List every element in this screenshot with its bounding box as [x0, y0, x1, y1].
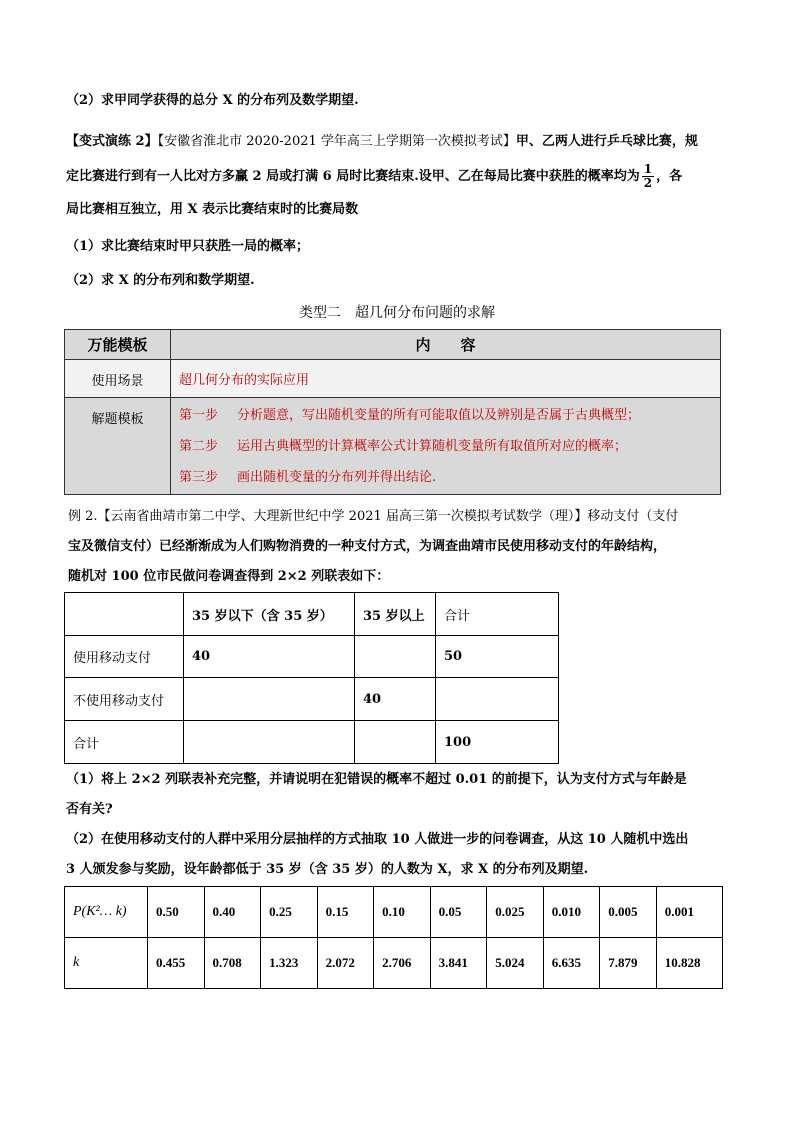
- steps-content: [171, 398, 721, 495]
- probability-value-cell: 0.005: [600, 887, 657, 938]
- variant-text-2b: ，各: [656, 169, 683, 184]
- question-1-line-1: （1）将上 2×2 列联表补充完整，并请说明在犯错误的概率不超过 0.01 的前提下，认为支付方式与年龄是: [66, 772, 687, 787]
- fraction-denominator: 2: [643, 176, 653, 190]
- probability-value-cell: 0.025: [487, 887, 544, 938]
- table-header-cell: 35 岁以下（含 35 岁）: [184, 593, 355, 636]
- k-value-cell: 7.879: [600, 938, 657, 989]
- template-header-content: 内 容: [171, 330, 721, 360]
- example-line-2: 宝及微信支付）已经渐渐成为人们购物消费的一种支付方式，为调查曲靖市民使用移动支付的年龄结构，: [68, 539, 667, 554]
- table-header-cell: [65, 593, 184, 636]
- question-2-line-2: 3 人颁发参与奖励，设年龄都低于 35 岁（含 35 岁）的人数为 X，求 X 的分布列及期望.: [66, 862, 589, 877]
- k-value-cell: 0.708: [204, 938, 261, 989]
- k-label: k: [65, 938, 148, 989]
- table-row: [65, 636, 559, 678]
- k-value-cell: 0.455: [148, 938, 205, 989]
- probability-value-cell: 0.15: [317, 887, 374, 938]
- table-cell: [436, 678, 559, 721]
- example-line-3: 随机对 100 位市民做问卷调查得到 2×2 列联表如下：: [68, 569, 390, 584]
- probability-value-cell: 0.001: [656, 887, 722, 938]
- probability-value-cell: 0.50: [148, 887, 205, 938]
- variant-text-2: 定比赛进行到有一人比对方多赢 2 局或打满 6 局时比赛结束.设甲、乙在每局比赛中获胜的概率均为: [66, 169, 640, 184]
- k-value-cell: 2.706: [374, 938, 431, 989]
- probability-value-cell: 0.05: [430, 887, 487, 938]
- table-row: [65, 721, 559, 764]
- k-value-cell: 10.828: [656, 938, 722, 989]
- row-label-usage: 使用场景: [65, 360, 171, 398]
- fraction-one-half: [642, 163, 654, 190]
- section-title: 类型二 超几何分布问题的求解: [299, 305, 495, 321]
- step-3: 第三步 画出随机变量的分布列并得出结论.: [179, 469, 437, 485]
- probability-label: P(K²… k): [65, 887, 148, 938]
- k-value-cell: 5.024: [487, 938, 544, 989]
- k-value-cell: 2.072: [317, 938, 374, 989]
- variant-line-2: [66, 163, 682, 190]
- critical-value-table: [64, 886, 723, 989]
- table-cell: 40: [184, 636, 355, 678]
- step-2: 第二步 运用古典概型的计算概率公式计算随机变量所有取值所对应的概率；: [179, 438, 628, 454]
- question-1-line-2: 否有关?: [66, 802, 113, 817]
- probability-value-cell: 0.10: [374, 887, 431, 938]
- table-cell: 不使用移动支付: [65, 678, 184, 721]
- probability-value-cell: 0.25: [261, 887, 318, 938]
- template-header-label: 万能模板: [65, 330, 171, 360]
- k-value-cell: 1.323: [261, 938, 318, 989]
- table-cell: [355, 721, 436, 764]
- variant-question-1: （1）求比赛结束时甲只获胜一局的概率；: [66, 239, 310, 254]
- probability-value-cell: 0.010: [543, 887, 600, 938]
- question-2-line-1: （2）在使用移动支付的人群中采用分层抽样的方式抽取 10 人做进一步的问卷调查，从这 10 人随机中选出: [66, 832, 689, 847]
- table-cell: 100: [436, 721, 559, 764]
- variant-source: 【安徽省淮北市 2020-2021 学年高三上学期第一次模拟考试】: [157, 134, 516, 149]
- variant-tag: 【变式演练 2】: [66, 134, 158, 149]
- fraction-numerator: 1: [643, 162, 653, 176]
- template-table: [64, 329, 721, 495]
- contingency-table: [64, 592, 559, 764]
- step-1: 第一步 分析题意，写出随机变量的所有可能取值以及辨别是否属于古典概型；: [179, 407, 641, 423]
- intro-line-1: （2）求甲同学获得的总分 X 的分布列及数学期望.: [66, 93, 359, 108]
- variant-text-1: 甲、乙两人进行乒乓球比赛，规: [515, 134, 698, 149]
- k-value-cell: 6.635: [543, 938, 600, 989]
- table-header-cell: 合计: [436, 593, 559, 636]
- table-cell: [184, 678, 355, 721]
- table-cell: [184, 721, 355, 764]
- probability-row: [65, 887, 723, 938]
- k-value-cell: 3.841: [430, 938, 487, 989]
- table-cell: 使用移动支付: [65, 636, 184, 678]
- table-cell: [355, 636, 436, 678]
- variant-question-2: （2）求 X 的分布列和数学期望.: [66, 273, 255, 288]
- variant-line-3: 局比赛相互独立，用 X 表示比赛结束时的比赛局数: [66, 202, 359, 217]
- example-line-1: 例 2.【云南省曲靖市第二中学、大理新世纪中学 2021 届高三第一次模拟考试数学（理）】移动支付（支付: [68, 509, 679, 524]
- k-row: [65, 938, 723, 989]
- table-cell: 50: [436, 636, 559, 678]
- variant-line-1: [66, 134, 698, 150]
- probability-value-cell: 0.40: [204, 887, 261, 938]
- row-label-template: 解题模板: [65, 398, 171, 495]
- table-cell: 合计: [65, 721, 184, 764]
- usage-content: 超几何分布的实际应用: [171, 360, 721, 398]
- table-row: [65, 678, 559, 721]
- table-cell: 40: [355, 678, 436, 721]
- table-header-cell: 35 岁以上: [355, 593, 436, 636]
